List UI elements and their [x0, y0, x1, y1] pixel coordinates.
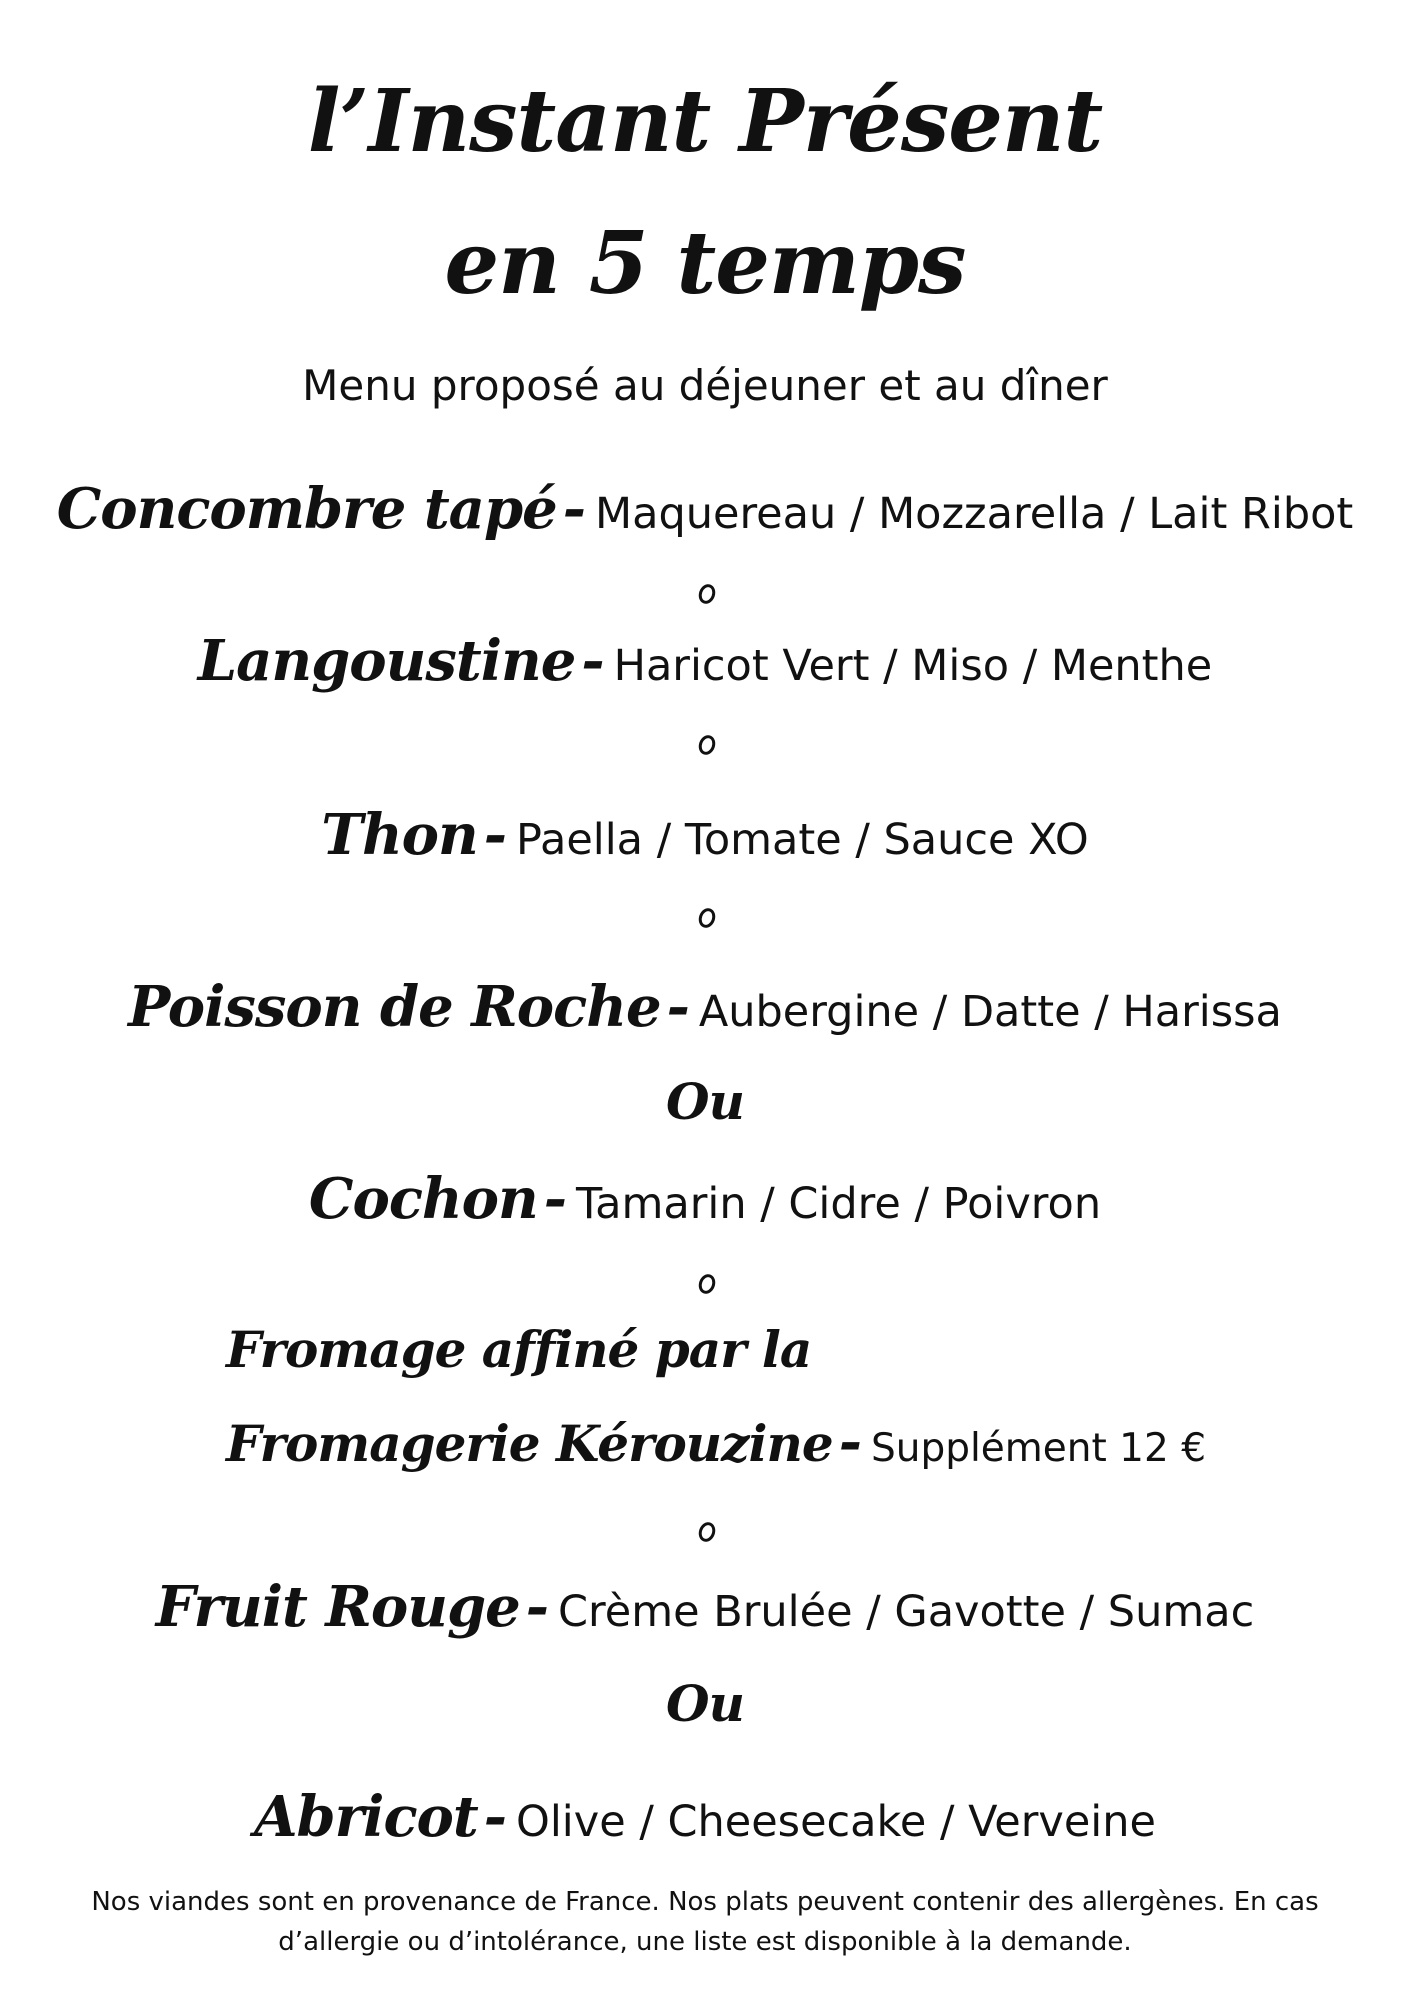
course-divider-dot — [696, 733, 718, 757]
course-divider-dot — [696, 582, 718, 606]
course-name-line-2: Fromagerie Kérouzine — [226, 1414, 833, 1473]
course-description: Paella / Tomate / Sauce XO — [515, 815, 1089, 865]
menu-title-line-1: l’Instant Présent — [307, 71, 1103, 172]
course-name: Fruit Rouge — [155, 1574, 520, 1640]
menu-title-line-2: en 5 temps — [444, 213, 966, 314]
menu-subtitle: Menu proposé au déjeuner et au dîner — [302, 361, 1108, 410]
or-label: Ou — [666, 1674, 744, 1733]
course-description: Aubergine / Datte / Harissa — [698, 987, 1282, 1037]
course-row-7 — [0, 1572, 1410, 1647]
course-name: Abricot — [254, 1784, 478, 1850]
course-separator: - — [483, 1784, 507, 1850]
course-row-8 — [0, 1782, 1410, 1857]
course-name: Concombre tapé — [56, 476, 557, 542]
course-description: Maquereau / Mozzarella / Lait Ribot — [595, 489, 1354, 539]
course-divider-dot — [696, 1520, 718, 1544]
course-row-5 — [0, 1164, 1410, 1239]
course-description: Olive / Cheesecake / Verveine — [516, 1797, 1156, 1847]
allergen-footer-note: Nos viandes sont en provenance de France. Nos plats peuvent contenir des allergènes. En cas d’allergie ou d’intolérance, une liste est disponible à la demande. — [91, 1887, 1319, 1957]
course-name-line-2-row — [226, 1407, 1226, 1484]
course-name: Poisson de Roche — [128, 974, 661, 1040]
course-separator: - — [483, 802, 506, 868]
course-row-4 — [0, 972, 1410, 1047]
course-row-1 — [0, 474, 1410, 549]
course-separator: - — [581, 628, 604, 694]
course-description: Crème Brulée / Gavotte / Sumac — [558, 1587, 1255, 1637]
course-divider-dot — [696, 906, 718, 930]
course-name: Langoustine — [197, 628, 576, 694]
course-description: Haricot Vert / Miso / Menthe — [613, 641, 1213, 691]
course-name: Thon — [321, 802, 478, 868]
course-row-6 — [226, 1315, 1226, 1484]
course-separator: - — [562, 476, 585, 542]
course-divider-dot — [696, 1272, 718, 1296]
course-separator: - — [838, 1409, 861, 1475]
course-row-2 — [0, 626, 1410, 701]
course-name-line-1: Fromage affiné par la — [226, 1320, 812, 1379]
or-label: Ou — [666, 1072, 744, 1131]
course-separator: - — [666, 974, 689, 1040]
course-separator: - — [525, 1574, 549, 1640]
course-separator: - — [543, 1166, 566, 1232]
course-row-3 — [0, 800, 1410, 875]
course-description: Supplément 12 € — [870, 1426, 1207, 1471]
course-name: Cochon — [308, 1166, 538, 1232]
course-description: Tamarin / Cidre / Poivron — [575, 1179, 1102, 1229]
